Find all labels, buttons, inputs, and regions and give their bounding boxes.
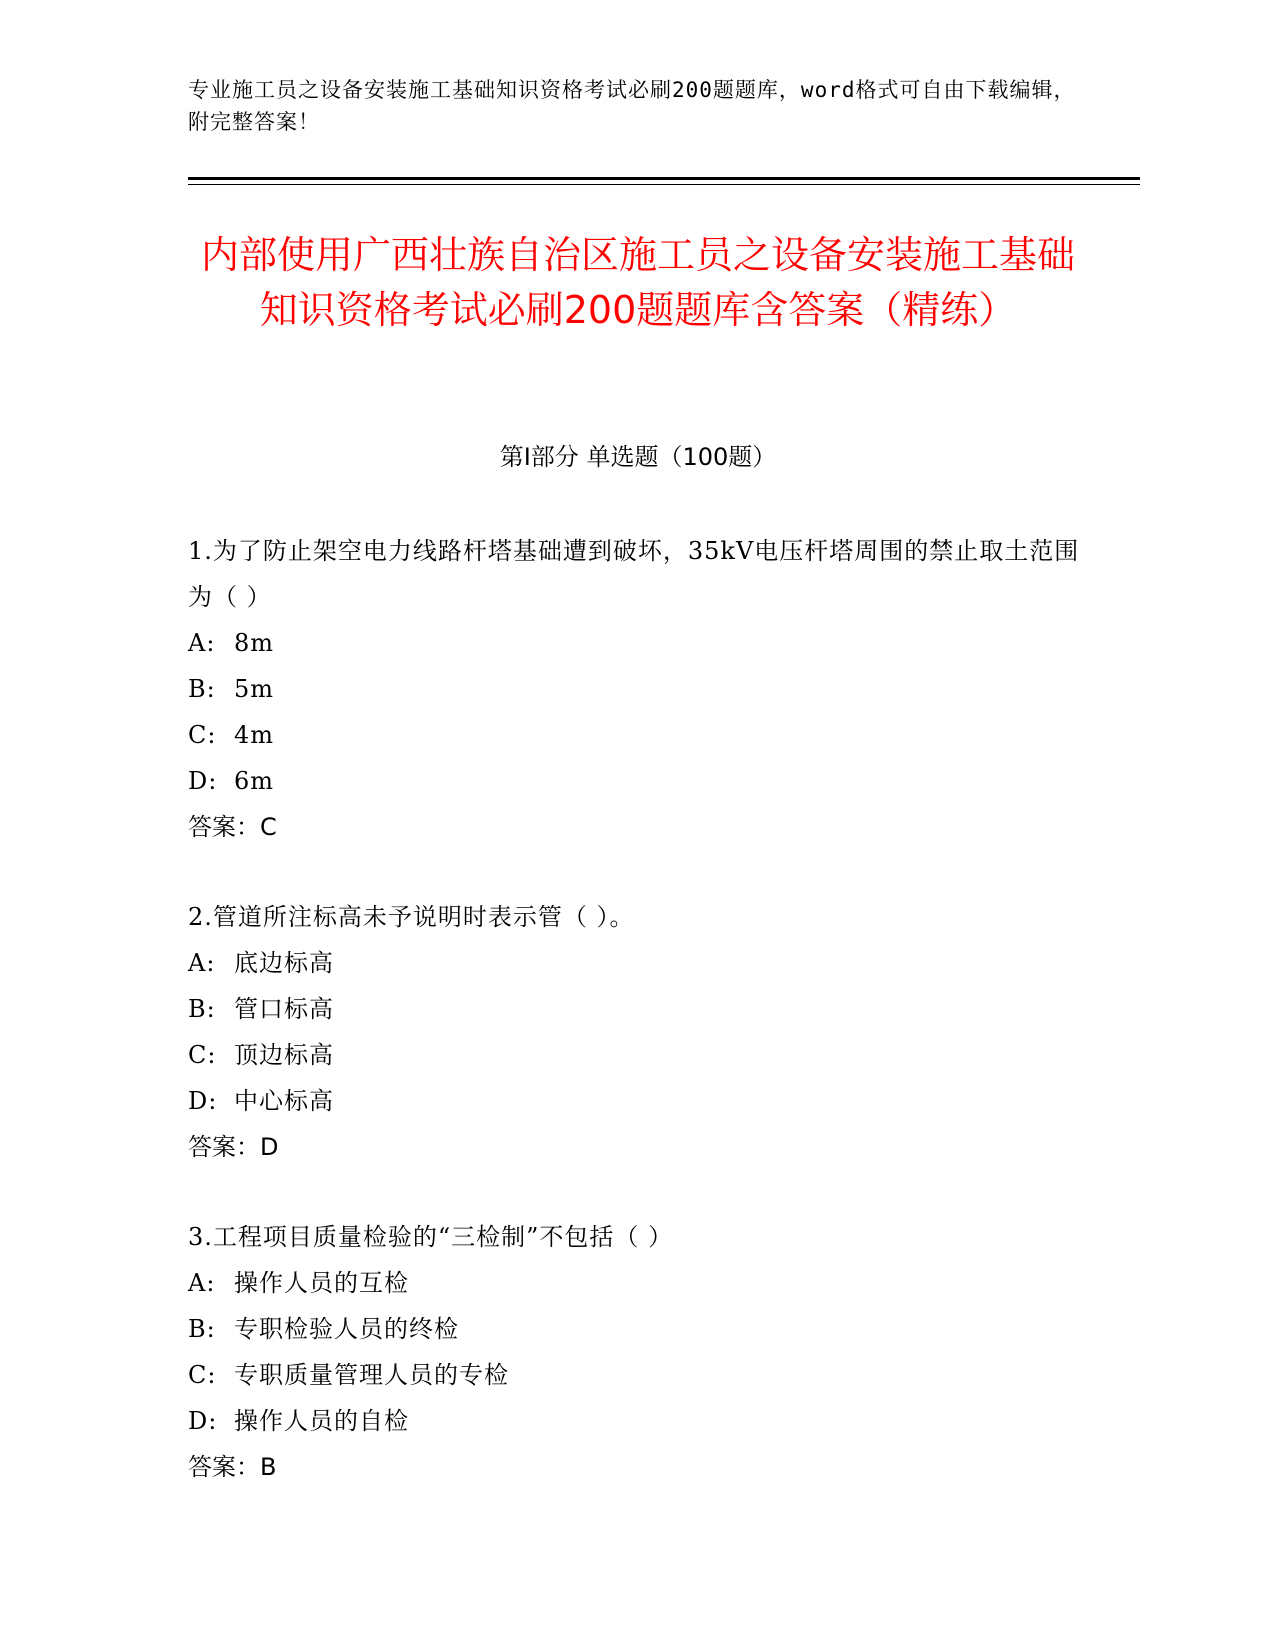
option-b [188,666,1088,712]
question-3 [188,1214,1088,1490]
header-note: 专业施工员之设备安装施工基础知识资格考试必刷200题题库，word格式可自由下载编辑，附完整答案！ [188,78,1076,134]
option-b [188,986,1088,1032]
option-key: D: [188,767,218,795]
option-text: 操作人员的自检 [234,1407,409,1435]
option-key: D: [188,1407,218,1435]
option-a [188,1260,1088,1306]
option-key: B: [188,1315,216,1343]
option-text: 4m [234,721,275,749]
answer: 答案：C [188,813,277,841]
option-text: 5m [234,675,275,703]
option-text: 专职检验人员的终检 [234,1315,459,1343]
document-title: 内部使用广西壮族自治区施工员之设备安装施工基础知识资格考试必刷200题题库含答案（精练） [200,233,1075,332]
header-rule-thin [188,184,1140,185]
option-key: C: [188,1361,217,1389]
option-text: 6m [234,767,275,795]
option-d [188,1398,1088,1444]
option-text: 管口标高 [234,995,334,1023]
option-key: C: [188,721,217,749]
option-d [188,758,1088,804]
option-key: B: [188,995,216,1023]
option-b [188,1306,1088,1352]
option-a [188,620,1088,666]
option-a [188,940,1088,986]
question-1 [188,528,1088,850]
section-heading: 第I部分 单选题（100题） [499,443,777,471]
answer: 答案：B [188,1453,277,1481]
question-stem: 1.为了防止架空电力线路杆塔基础遭到破坏，35kV电压杆塔周围的禁止取土范围为（ ） [188,537,1080,611]
answer: 答案：D [188,1133,279,1161]
option-text: 顶边标高 [234,1041,334,1069]
option-key: D: [188,1087,218,1115]
header-rule-thick [188,177,1140,180]
option-text: 操作人员的互检 [234,1269,409,1297]
option-text: 中心标高 [234,1087,334,1115]
option-text: 底边标高 [234,949,334,977]
option-key: A: [188,949,216,977]
option-key: A: [188,1269,216,1297]
option-c [188,1032,1088,1078]
question-2 [188,894,1088,1170]
option-c [188,712,1088,758]
option-key: A: [188,629,216,657]
option-d [188,1078,1088,1124]
question-stem: 2.管道所注标高未予说明时表示管（ ）。 [188,903,635,931]
question-stem: 3.工程项目质量检验的“三检制”不包括（ ） [188,1223,674,1251]
option-text: 专职质量管理人员的专检 [234,1361,509,1389]
option-c [188,1352,1088,1398]
option-key: C: [188,1041,217,1069]
option-text: 8m [234,629,275,657]
option-key: B: [188,675,216,703]
